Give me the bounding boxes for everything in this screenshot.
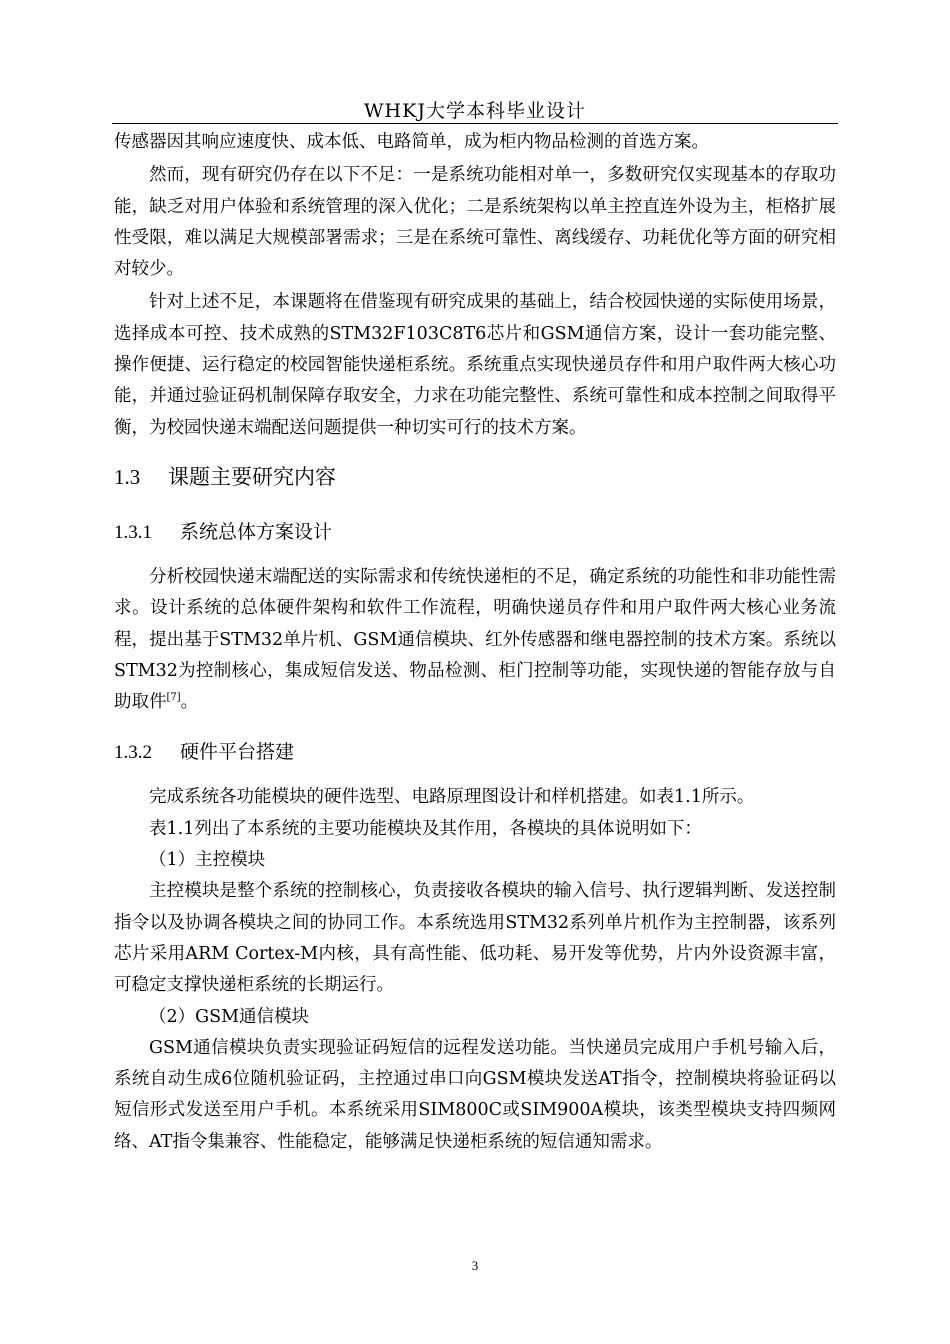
paragraph-shortcomings: 然而，现有研究仍存在以下不足：一是系统功能相对单一，多数研究仅实现基本的存取功能，缺乏对用户体验和系统管理的深入优化；二是系统架构以单主控直连外设为主，柜格扩展性受限，难以满足大规模部署需求；三是在系统可靠性、离线缓存、功耗优化等方面的研究相对较少。 (114, 165, 836, 280)
section-number: 1.3.2 (114, 742, 152, 764)
section-title: 课题主要研究内容 (168, 464, 336, 489)
overall-design-text: 分析校园快递末端配送的实际需求和传统快递柜的不足，确定系统的功能性和非功能性需求。设计系统的总体硬件架构和软件工作流程，明确快递员存件和用户取件两大核心业务流程，提出基于STM32单片机、GSM通信模块、红外传感器和继电器控制的技术方案。系统以STM32为控制核心，集成短信发送、物品检测、柜门控制等功能，实现快递的智能存放与自助取件 (114, 566, 836, 713)
paragraph-main-control: 主控模块是整个系统的控制核心，负责接收各模块的输入信号、执行逻辑判断、发送控制指令以及协调各模块之间的协同工作。本系统选用STM32系列单片机作为主控制器，该系列芯片采用ARM Cortex-M内核，具有高性能、低功耗、易开发等优势，片内外设资源丰富，可稳定支撑快递柜系统的长期运行。 (114, 881, 836, 996)
section-heading-1-3 (114, 462, 836, 492)
paragraph-overall-design (114, 562, 836, 718)
paragraph-gsm: GSM通信模块负责实现验证码短信的远程发送功能。当快递员完成用户手机号输入后，系统自动生成6位随机验证码，主控通过串口向GSM模块发送AT指令，控制模块将验证码以短信形式发送至用户手机。本系统采用SIM800C或SIM900A模块，该类型模块支持四频网络、AT指令集兼容、性能稳定，能够满足快递柜系统的短信通知需求。 (114, 1037, 836, 1152)
header-rule (112, 123, 838, 124)
page-number: 3 (471, 1258, 479, 1273)
section-number: 1.3 (114, 464, 141, 489)
page-header: WHKJ大学本科毕业设计 (364, 100, 586, 122)
section-number: 1.3.1 (114, 521, 152, 543)
paragraph-hardware-intro: 完成系统各功能模块的硬件选型、电路原理图设计和样机搭建。如表1.1所示。 (149, 787, 755, 808)
section-heading-1-3-2 (114, 738, 836, 766)
list-item-label-gsm: （2）GSM通信模块 (149, 1006, 310, 1027)
section-title: 硬件平台搭建 (180, 741, 295, 764)
overall-design-tail: 。 (180, 692, 199, 713)
page-content (114, 127, 836, 1158)
paragraph-table-ref: 表1.1列出了本系统的主要功能模块及其作用，各模块的具体说明如下： (149, 818, 702, 839)
citation: [7] (166, 692, 181, 704)
section-heading-1-3-1 (114, 518, 836, 546)
paragraph-proposal: 针对上述不足，本课题将在借鉴现有研究成果的基础上，结合校园快递的实际使用场景，选择成本可控、技术成熟的STM32F103C8T6芯片和GSM通信方案，设计一套功能完整、操作便捷、运行稳定的校园智能快递柜系统。系统重点实现快递员存件和用户取件两大核心功能，并通过验证码机制保障存取安全，力求在功能完整性、系统可靠性和成本控制之间取得平衡，为校园快递末端配送问题提供一种切实可行的技术方案。 (114, 292, 836, 438)
section-title: 系统总体方案设计 (180, 520, 333, 543)
paragraph-continuation: 传感器因其响应速度快、成本低、电路简单，成为柜内物品检测的首选方案。 (114, 132, 709, 152)
list-item-label-main-control: （1）主控模块 (149, 850, 266, 871)
